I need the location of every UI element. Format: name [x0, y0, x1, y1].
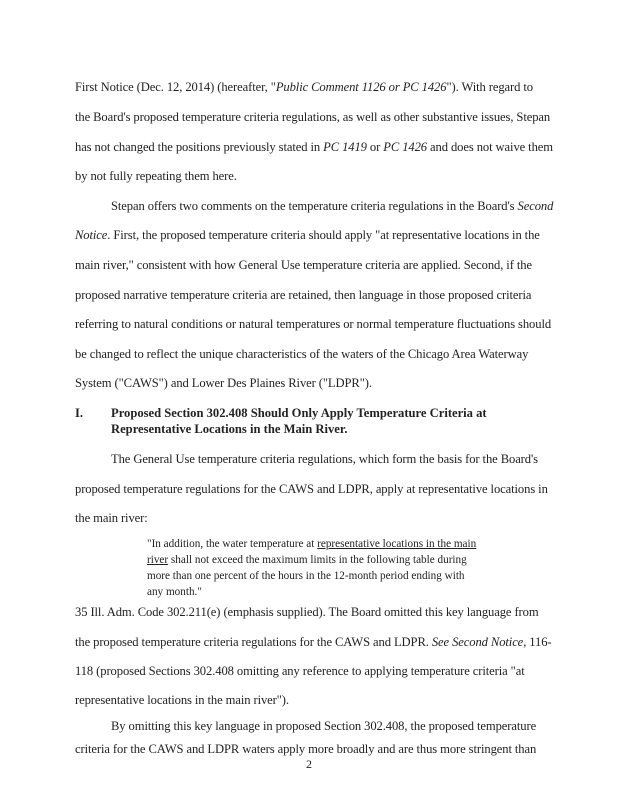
text-run: 35 Ill. Adm. Code 302.211(e) (emphasis supplied). The Board omitted this key language from [75, 605, 539, 619]
text-run: the main river: [75, 511, 148, 525]
block-quote-line [147, 537, 476, 551]
text-line [75, 257, 532, 273]
text-run: PC 1426 [383, 140, 427, 154]
text-run: By omitting this key language in proposed Section 302.408, the proposed temperature [111, 719, 537, 733]
text-run: has not changed the positions previously stated in [75, 140, 324, 154]
text-run: or [366, 140, 384, 154]
text-run: the Board's proposed temperature criteria regulations, as well as other substantive issues, Stepan [75, 110, 551, 124]
section-heading-line1: Proposed Section 302.408 Should Only Apply Temperature Criteria at [111, 406, 487, 420]
text-line [111, 718, 536, 734]
text-line [111, 198, 553, 214]
text-run: "In addition, the water temperature at [147, 538, 318, 550]
text-run: main river," consistent with how General Use temperature criteria are applied. Second, if the [75, 258, 532, 272]
block-quote-line [147, 569, 465, 583]
block-quote-line [147, 553, 467, 567]
page-number: 2 [306, 757, 312, 771]
text-run: shall not exceed the maximum limits in the following table during [168, 554, 467, 566]
text-line [75, 109, 550, 125]
block-quote-line [147, 585, 202, 599]
text-line [75, 604, 539, 620]
text-run: more than one percent of the hours in the 12-month period ending with [147, 570, 465, 582]
text-line [75, 663, 525, 679]
text-line [75, 741, 536, 757]
text-run: Notice [75, 228, 108, 242]
text-run: by not fully repeating them here. [75, 169, 237, 183]
text-run: proposed temperature regulations for the CAWS and LDPR, apply at representative locations in [75, 482, 548, 496]
text-run: Stepan offers two comments on the temperature criteria regulations in the Board's [111, 199, 518, 213]
text-line [75, 287, 531, 303]
text-run: 118 (proposed Sections 302.408 omitting any reference to applying temperature criteria "at [75, 664, 525, 678]
text-line [75, 634, 552, 650]
text-run: "). With regard to [446, 80, 533, 94]
text-run: be changed to reflect the unique characteristics of the waters of the Chicago Area Waterway [75, 347, 529, 361]
text-line [75, 375, 372, 391]
text-line [75, 139, 553, 155]
text-run: referring to natural conditions or natural temperatures or normal temperature fluctuations should [75, 317, 552, 331]
text-run: and does not waive them [427, 140, 553, 154]
text-line [75, 692, 289, 708]
text-run: the proposed temperature criteria regulations for the CAWS and LDPR. [75, 635, 432, 649]
text-run: Public Comment 1126 or PC 1426 [275, 80, 447, 94]
text-run: See Second Notice [431, 635, 524, 649]
text-line [75, 481, 548, 497]
text-run: proposed narrative temperature criteria are retained, then language in those proposed criteria [75, 288, 532, 302]
text-line [75, 227, 540, 243]
text-line [75, 168, 237, 184]
section-number: I. [75, 406, 84, 420]
text-run: representative locations in the main [317, 538, 477, 550]
text-line [75, 79, 533, 95]
text-run: Second [517, 199, 554, 213]
text-run: System ("CAWS") and Lower Des Plaines River ("LDPR"). [75, 376, 372, 390]
text-run: representative locations in the main river"). [75, 693, 289, 707]
text-run: criteria for the CAWS and LDPR waters apply more broadly and are thus more stringent than [75, 742, 537, 756]
text-run: any month." [147, 586, 202, 598]
text-line [75, 346, 528, 362]
text-run: . First, the proposed temperature criteria should apply "at representative locations in the [107, 228, 540, 242]
text-run: The General Use temperature criteria regulations, which form the basis for the Board's [111, 452, 538, 466]
text-run: First Notice (Dec. 12, 2014) (hereafter, " [75, 80, 276, 94]
text-run: river [147, 554, 169, 566]
text-run: , 116- [523, 635, 552, 649]
text-run: PC 1419 [323, 140, 367, 154]
text-line [75, 510, 148, 526]
section-heading-line2: Representative Locations in the Main River. [111, 422, 348, 436]
text-line [111, 451, 538, 467]
text-line [75, 316, 551, 332]
